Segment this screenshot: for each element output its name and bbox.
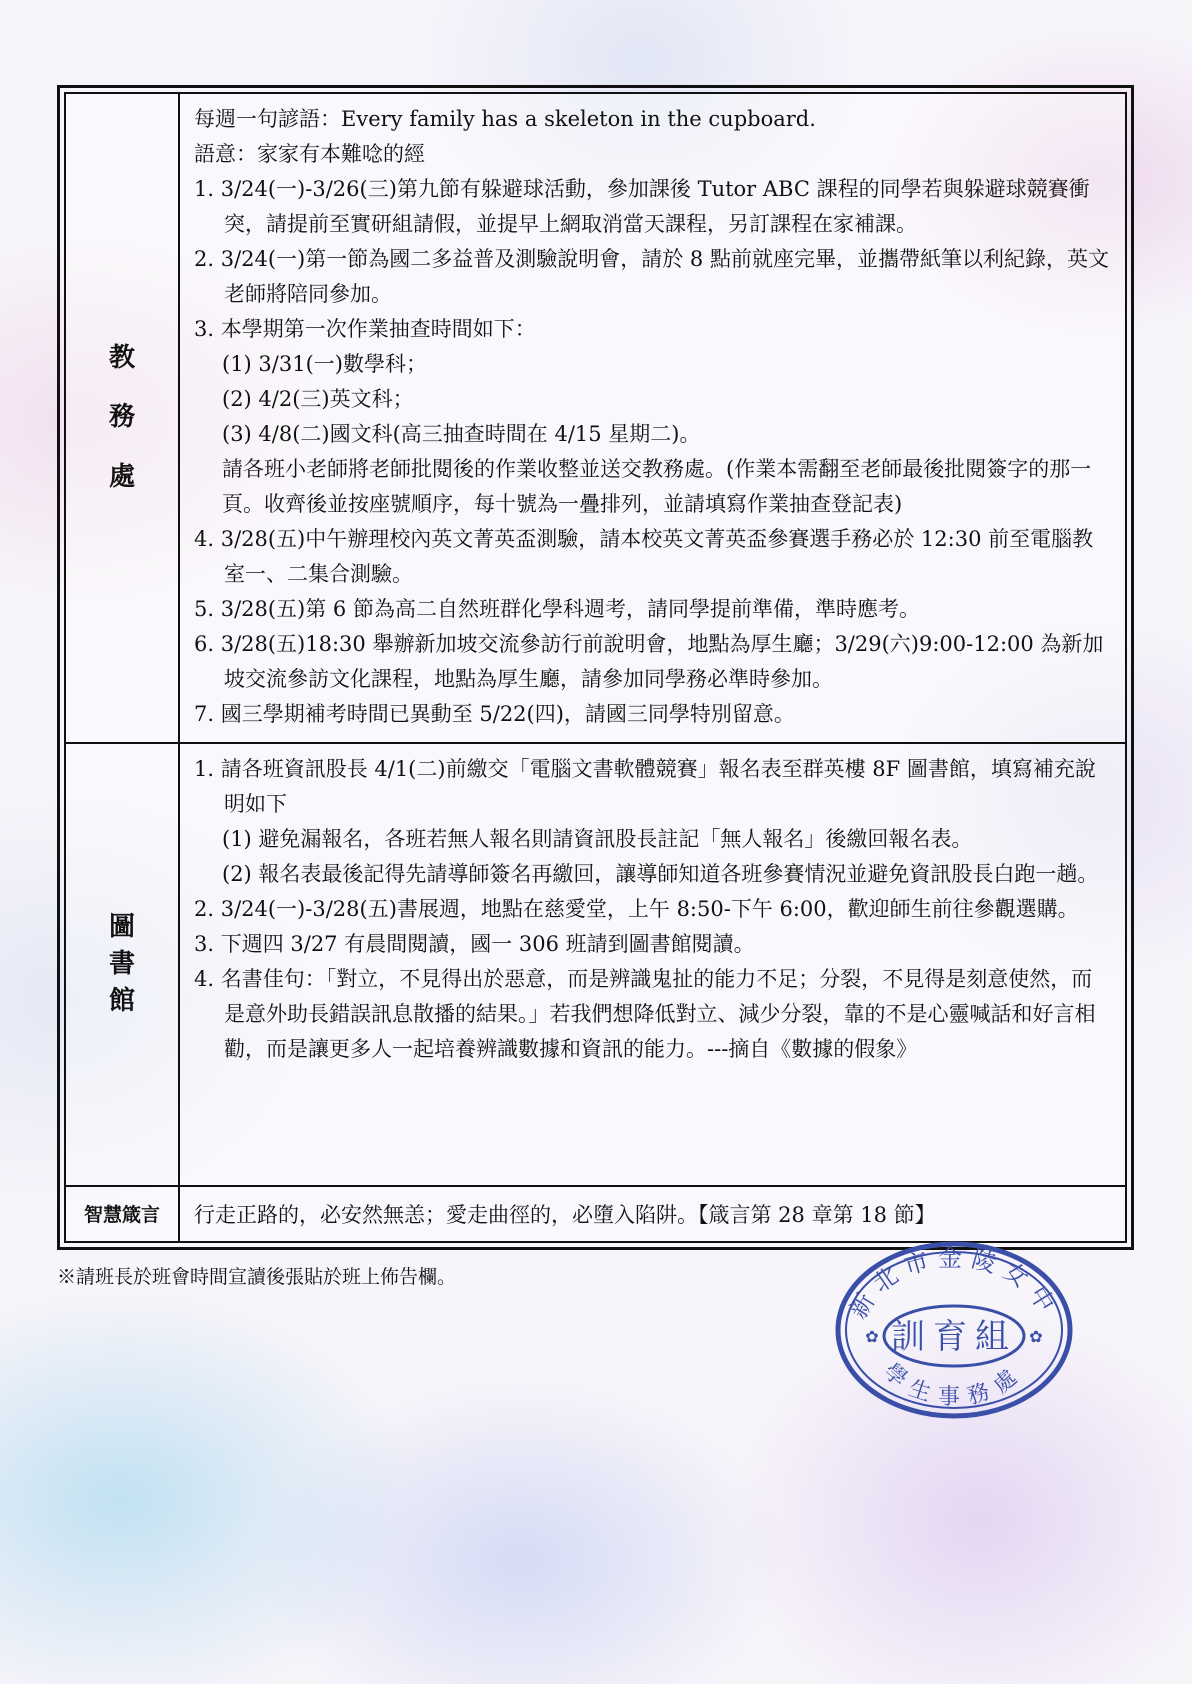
library-content xyxy=(179,743,1126,1186)
flower-icon: ✿ xyxy=(1029,1327,1043,1346)
bulletin-frame xyxy=(57,85,1134,1250)
sub-item: (1) 3/31(一)數學科； xyxy=(222,352,427,376)
list-item: 6. 3/28(五)18:30 舉辦新加坡交流參訪行前說明會，地點為厚生廳；3/29(六)9:00-12:00 為新加坡交流參訪文化課程，地點為厚生廳，請參加同學務必準時參加。 xyxy=(194,632,1104,691)
list-item: 3. 下週四 3/27 有晨間閱讀，國一 306 班請到圖書館閱讀。 xyxy=(194,931,755,956)
sub-item: (1) 避免漏報名，各班若無人報名則請資訊股長註記「無人報名」後繳回報名表。 xyxy=(222,826,973,851)
seal-bottom-text: 學生事務處 xyxy=(878,1358,1030,1411)
weekly-proverb: 每週一句諺語：Every family has a skeleton in the cupboard. xyxy=(194,107,816,131)
proverb-meaning: 語意：家家有本難唸的經 xyxy=(194,142,425,166)
office-label xyxy=(65,93,179,743)
sub-item: (2) 報名表最後記得先請導師簽名再繳回，讓導師知道各班參賽情況並避免資訊股長白跑一趟。 xyxy=(222,861,1099,886)
list-item: 3. 本學期第一次作業抽查時間如下： xyxy=(194,317,536,341)
seal-outer-text: 新北市金陵女中 xyxy=(844,1244,1064,1324)
list-item: 4. 名書佳句：「對立，不見得出於惡意，而是辨識鬼扯的能力不足；分裂，不見得是刻意使然，而是意外助長錯誤訊息散播的結果。」若我們想降低對立、減少分裂，靠的不是心靈喊話和好言相勸，而是讓更多人一起培養辨識數據和資訊的能力。---摘自《數據的假象》 xyxy=(194,966,1096,1061)
office-label-char: 教 xyxy=(108,343,135,374)
list-item: 5. 3/28(五)第 6 節為高二自然班群化學科週考，請同學提前準備，準時應考。 xyxy=(194,597,920,621)
list-item: 2. 3/24(一)第一節為國二多益普及測驗說明會，請於 8 點前就座完畢，並攜帶紙筆以利紀錄，英文老師將陪同參加。 xyxy=(194,247,1109,306)
wisdom-text: 行走正路的，必安然無恙；愛走曲徑的，必墮入陷阱。【箴言第 28 章第 18 節】 xyxy=(179,1186,1126,1242)
wisdom-label: 智慧箴言 xyxy=(65,1186,179,1242)
office-label-char: 處 xyxy=(108,461,135,492)
bulletin-table xyxy=(64,92,1127,1243)
list-item: 1. 3/24(一)-3/26(三)第九節有躲避球活動，參加課後 Tutor ABC 課程的同學若與躲避球競賽衝突，請提前至實研組請假，並提早上網取消當天課程，另訂課程在家補課。 xyxy=(194,177,1090,236)
library-label-char: 圖 xyxy=(108,911,135,942)
sub-item: (2) 4/2(三)英文科； xyxy=(222,387,414,411)
flower-icon: ✿ xyxy=(865,1327,879,1346)
sub-item: (3) 4/8(二)國文科(高三抽查時間在 4/15 星期二)。 xyxy=(222,422,701,446)
office-content xyxy=(179,93,1126,743)
library-label-char: 館 xyxy=(108,985,135,1016)
list-item: 7. 國三學期補考時間已異動至 5/22(四)，請國三同學特別留意。 xyxy=(194,702,795,726)
library-label-char: 書 xyxy=(108,948,135,979)
school-seal xyxy=(832,1238,1076,1422)
list-item: 1. 請各班資訊股長 4/1(二)前繳交「電腦文書軟體競賽」報名表至群英樓 8F 圖書館，填寫補充說明如下 xyxy=(194,756,1096,816)
footer-note: ※請班長於班會時間宣讀後張貼於班上佈告欄。 xyxy=(57,1266,457,1288)
library-label xyxy=(65,743,179,1186)
list-item: 4. 3/28(五)中午辦理校內英文菁英盃測驗，請本校英文菁英盃參賽選手務必於 12:30 前至電腦教室一、二集合測驗。 xyxy=(194,527,1094,586)
homework-note: 請各班小老師將老師批閱後的作業收整並送交教務處。(作業本需翻至老師最後批閱簽字的那一頁。收齊後並按座號順序，每十號為一疊排列，並請填寫作業抽查登記表) xyxy=(222,457,1092,516)
seal-center-text: 訓育組 xyxy=(891,1317,1017,1357)
office-label-char: 務 xyxy=(108,402,135,433)
list-item: 2. 3/24(一)-3/28(五)書展週，地點在慈愛堂，上午 8:50-下午 6:00，歡迎師生前往參觀選購。 xyxy=(194,896,1079,921)
